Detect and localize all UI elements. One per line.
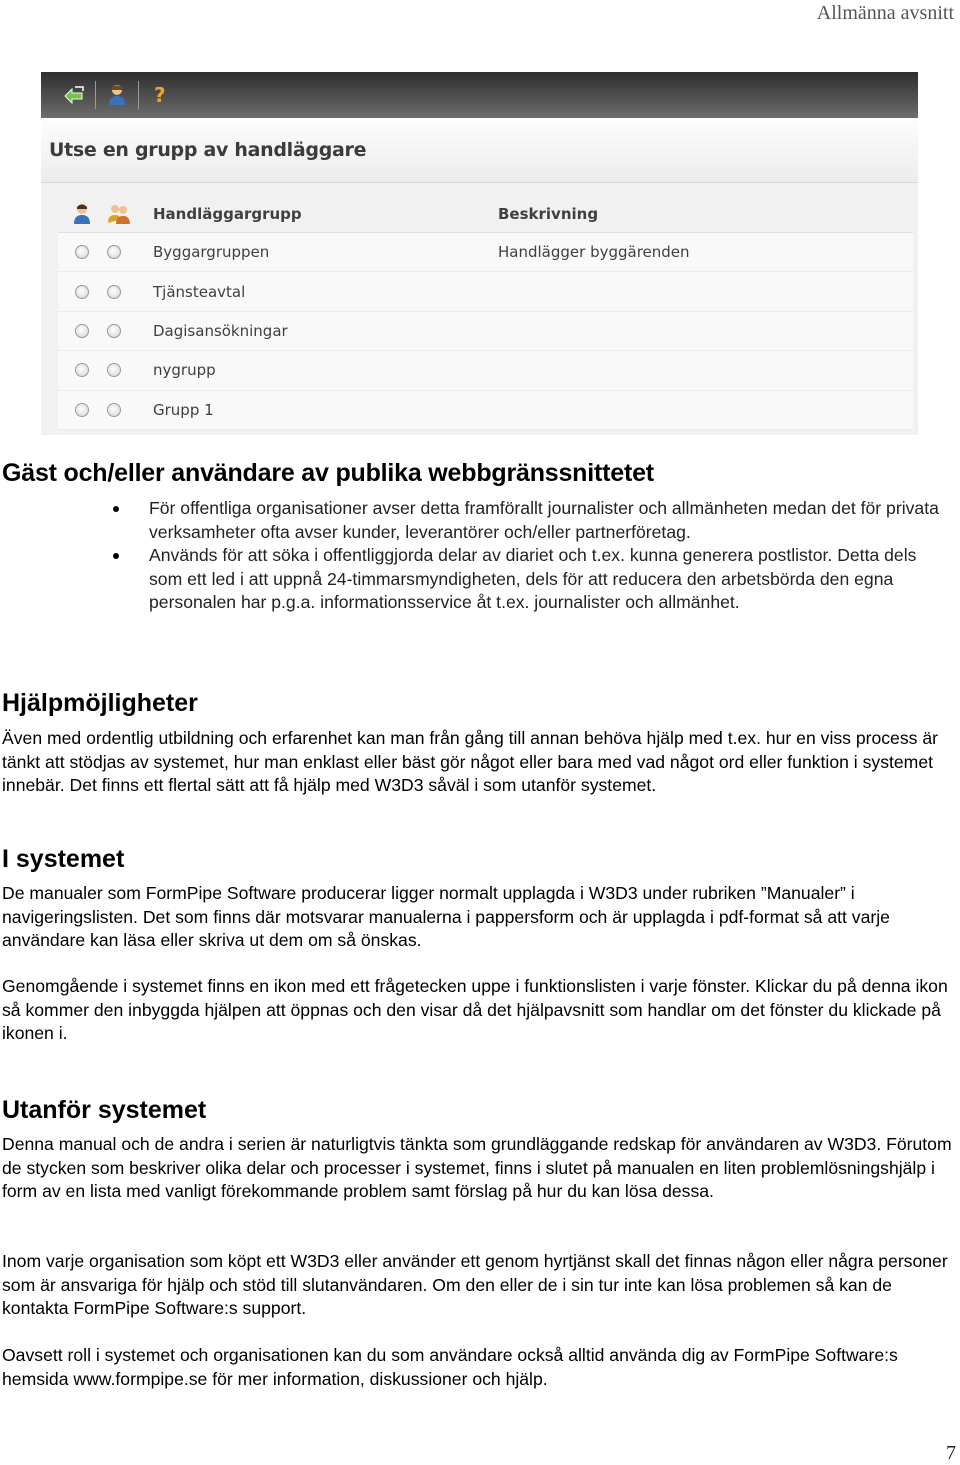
select-group-radio[interactable] — [107, 245, 121, 259]
section-heading-help: Hjälpmöjligheter — [2, 689, 198, 717]
table-header — [58, 196, 913, 233]
column-header-group[interactable]: Handläggargrupp — [153, 205, 302, 223]
in-system-paragraph: Genomgående i systemet finns en ikon med ett frågetecken uppe i funktionslisten i varje fönster. Klickar du på denna ikon så kommer den inbyggda hjälpen att öppnas och den visar då det hjälpavsnitt som handlar om det fönster du klickade på ikonen i. — [2, 976, 948, 1044]
figure-titlebar — [41, 118, 918, 183]
table-row — [58, 391, 913, 430]
select-group-radio[interactable] — [107, 363, 121, 377]
back-arrow-icon[interactable] — [63, 84, 85, 106]
user-column-icon — [58, 203, 105, 225]
running-header: Allmänna avsnitt — [816, 2, 954, 24]
table-row — [58, 233, 913, 272]
group-column-icon — [105, 203, 153, 225]
select-group-radio[interactable] — [107, 324, 121, 338]
list-item — [113, 544, 943, 615]
group-name: Grupp 1 — [153, 400, 214, 419]
svg-text:?: ? — [154, 84, 166, 106]
table-row — [58, 272, 913, 311]
toolbar-separator — [95, 81, 96, 109]
help-paragraph: Även med ordentlig utbildning och erfarenhet kan man från gång till annan behöva hjälp med t.ex. hur en viss process är tänkt att stödjas av systemet, hur man enklast eller bäst gör något eller bara med vad något ord eller funktion i systemet innebär. Det finns ett flertal sätt att få hjälp med W3D3 såväl i som utanför systemet. — [2, 728, 938, 796]
select-group-radio[interactable] — [107, 403, 121, 417]
bullet-text: För offentliga organisationer avser detta framförallt journalister och allmänheten medan det för privata verksamheter ofta avser kunder, leverantörer och/eller partnerföretag. — [149, 498, 939, 542]
select-user-radio[interactable] — [75, 245, 89, 259]
group-table — [58, 196, 913, 430]
group-name: Tjänsteavtal — [153, 282, 246, 301]
outside-paragraph: Oavsett roll i systemet och organisationen kan du som användare också alltid använda dig av FormPipe Software:s hemsida www.formpipe.se för mer information, diskussioner och hjälp. — [2, 1345, 898, 1389]
page-number: 7 — [946, 1442, 956, 1464]
in-system-paragraph: De manualer som FormPipe Software producerar ligger normalt upplagda i W3D3 under rubriken ”Manualer” i navigeringslisten. Det som finns där motsvarar manualerna i pappersform och är upplagda i pdf-format så att varje användare kan läsa eller skriva ut dem om så önskas. — [2, 883, 890, 951]
select-user-radio[interactable] — [75, 363, 89, 377]
bullet-text: Används för att söka i offentliggjorda delar av diariet och t.ex. kunna generera postlistor. Detta dels som ett led i att uppnå 24-timmarsmyndigheten, dels för att reducera den arbetsbörda den egna personalen har p.g.a. informationsservice åt t.ex. journalister och allmänhet. — [149, 545, 917, 613]
column-header-description[interactable]: Beskrivning — [498, 205, 599, 223]
dialog-title: Utse en grupp av handläggare — [49, 139, 367, 161]
question-icon[interactable] — [149, 84, 171, 106]
bullet-icon — [113, 553, 119, 559]
toolbar-separator — [138, 81, 139, 109]
figure-toolbar — [41, 72, 918, 118]
table-row — [58, 351, 913, 390]
section-heading-in-system: I systemet — [2, 845, 125, 873]
select-group-radio[interactable] — [107, 285, 121, 299]
group-description: Handlägger byggärenden — [498, 243, 690, 262]
table-row — [58, 312, 913, 351]
outside-paragraph: Denna manual och de andra i serien är naturligtvis tänkta som grundläggande redskap för användaren av W3D3. Förutom de stycken som beskriver olika delar och processer i systemet, finns i slutet på manualen en liten problemlösningshjälp i form av en lista med vanligt förekommande problem samt förslag på hur du kan lösa dessa. — [2, 1134, 952, 1202]
select-user-radio[interactable] — [75, 285, 89, 299]
outside-paragraph: Inom varje organisation som köpt ett W3D3 eller använder ett genom hyrtjänst skall det finnas någon eller några personer som är ansvariga för hjälp och stöd till slutanvändaren. Om den eller de i sin tur inte kan lösa problemen så kan de kontakta FormPipe Software:s support. — [2, 1251, 948, 1319]
group-name: Dagisansökningar — [153, 321, 288, 340]
section-heading-outside: Utanför systemet — [2, 1096, 207, 1124]
select-user-radio[interactable] — [75, 403, 89, 417]
select-user-radio[interactable] — [75, 324, 89, 338]
group-name: Byggargruppen — [153, 243, 270, 262]
section-heading-public: Gäst och/eller användare av publika webbgränssnittetet — [2, 459, 654, 487]
screenshot-figure — [41, 72, 918, 435]
list-item — [113, 497, 943, 544]
user-icon[interactable] — [106, 84, 128, 106]
group-name: nygrupp — [153, 361, 216, 380]
bullet-list — [113, 497, 943, 615]
bullet-icon — [113, 506, 119, 512]
